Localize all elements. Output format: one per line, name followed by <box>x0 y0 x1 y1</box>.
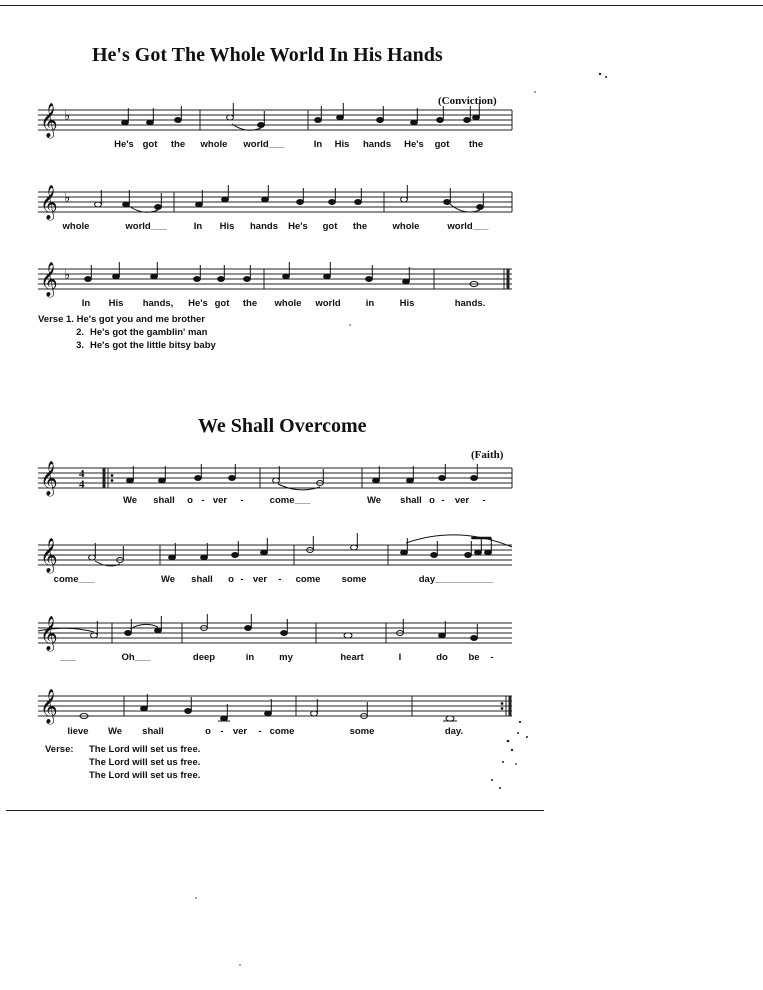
lyric-syllable: In <box>193 221 203 232</box>
lyric-syllable: His <box>219 221 235 232</box>
lyric-syllable: be <box>468 652 480 663</box>
lyric-syllable: o <box>205 726 211 737</box>
lyric-syllable: deep <box>192 652 216 663</box>
song-mood: (Faith) <box>471 449 504 461</box>
lyric-syllable: shall <box>191 574 213 585</box>
lyric-syllable: hands <box>250 221 278 232</box>
lyric-syllable: got <box>142 139 158 150</box>
verse-text: He's got the little bitsy baby <box>90 340 216 351</box>
verse-text: The Lord will set us free. <box>89 744 201 755</box>
lyric-syllable: ver <box>454 495 470 506</box>
verse-number: 2. <box>76 327 84 338</box>
svg-text:𝄞: 𝄞 <box>40 616 58 651</box>
lyric-syllable: do <box>436 652 448 663</box>
svg-text:𝄞: 𝄞 <box>40 538 58 573</box>
lyric-syllable: - <box>240 495 244 506</box>
lyric-syllable: - <box>490 652 494 663</box>
lyric-syllable: some <box>341 574 367 585</box>
lyric-syllable: day___________ <box>418 574 494 585</box>
lyric-syllable: day. <box>444 726 464 737</box>
song-title: He's Got The Whole World In His Hands <box>92 44 443 66</box>
lyric-syllable: We <box>107 726 123 737</box>
lyric-syllable: He's <box>114 139 134 150</box>
lyric-syllable: world___ <box>447 221 489 232</box>
verse-number: 1. <box>66 314 74 325</box>
lyric-syllable: shall <box>142 726 164 737</box>
lyric-syllable: some <box>349 726 375 737</box>
svg-text:𝄞: 𝄞 <box>40 689 58 724</box>
verse-text: He's got you and me brother <box>76 314 206 325</box>
svg-text:4: 4 <box>79 478 85 491</box>
lyric-syllable: world___ <box>125 221 167 232</box>
lyric-syllable: lieve <box>67 726 89 737</box>
lyric-syllable: got <box>322 221 338 232</box>
lyric-syllable: world___ <box>243 139 285 150</box>
lyric-syllable: come___ <box>269 495 311 506</box>
svg-text:♭: ♭ <box>64 108 71 123</box>
lyric-syllable: got <box>214 298 230 309</box>
lyric-syllable: hands, <box>142 298 174 309</box>
svg-text:𝄞: 𝄞 <box>40 262 58 297</box>
svg-text:♭: ♭ <box>64 190 71 205</box>
svg-text:𝄞: 𝄞 <box>40 185 58 220</box>
lyric-syllable: hands. <box>454 298 486 309</box>
svg-text:♭: ♭ <box>64 267 71 282</box>
lyric-syllable: come <box>269 726 295 737</box>
svg-text:𝄞: 𝄞 <box>40 103 58 138</box>
lyric-syllable: Oh___ <box>121 652 151 663</box>
lyric-syllable: He's <box>188 298 208 309</box>
lyric-syllable: heart <box>340 652 364 663</box>
lyric-syllable: o <box>228 574 234 585</box>
lyric-syllable: whole <box>62 221 90 232</box>
verse-text: The Lord will set us free. <box>89 770 201 781</box>
lyric-syllable: the <box>242 298 258 309</box>
lyric-syllable: His <box>399 298 415 309</box>
lyric-syllable: His <box>108 298 124 309</box>
lyric-syllable: shall <box>153 495 175 506</box>
lyric-syllable: ver <box>232 726 248 737</box>
lyric-syllable: ver <box>252 574 268 585</box>
lyric-syllable: - <box>201 495 205 506</box>
lyric-syllable: o <box>429 495 435 506</box>
lyric-syllable: my <box>279 652 293 663</box>
lyric-syllable: whole <box>274 298 302 309</box>
lyric-syllable: whole <box>392 221 420 232</box>
lyric-syllable: - <box>278 574 282 585</box>
lyric-syllable: We <box>160 574 176 585</box>
lyric-syllable: shall <box>400 495 422 506</box>
svg-text:4: 4 <box>79 468 85 480</box>
lyric-syllable: He's <box>404 139 424 150</box>
lyric-syllable: In <box>81 298 91 309</box>
lyric-syllable: - <box>482 495 486 506</box>
lyric-syllable: the <box>468 139 484 150</box>
verse-label: Verse <box>38 314 64 325</box>
lyric-syllable: - <box>240 574 244 585</box>
lyric-syllable: in <box>245 652 255 663</box>
lyric-syllable: got <box>434 139 450 150</box>
lyric-syllable: ___ <box>60 652 76 663</box>
lyric-syllable: In <box>313 139 323 150</box>
lyric-syllable: - <box>220 726 224 737</box>
svg-text:𝄞: 𝄞 <box>40 461 58 496</box>
lyric-syllable: come___ <box>53 574 95 585</box>
lyric-syllable: - <box>258 726 262 737</box>
lyric-syllable: ver <box>212 495 228 506</box>
verse-text: The Lord will set us free. <box>89 757 201 768</box>
lyric-syllable: - <box>441 495 445 506</box>
lyric-syllable: We <box>122 495 138 506</box>
lyric-syllable: hands <box>363 139 391 150</box>
verse-text: He's got the gamblin' man <box>90 327 208 338</box>
lyric-syllable: world <box>315 298 341 309</box>
lyric-syllable: We <box>366 495 382 506</box>
lyric-syllable: the <box>170 139 186 150</box>
song-title: We Shall Overcome <box>198 415 367 437</box>
lyric-syllable: I <box>398 652 402 663</box>
verse-number: 3. <box>76 340 84 351</box>
lyric-syllable: He's <box>288 221 308 232</box>
song-mood: (Conviction) <box>438 95 497 107</box>
lyric-syllable: the <box>352 221 368 232</box>
lyric-syllable: whole <box>200 139 228 150</box>
lyric-syllable: in <box>365 298 375 309</box>
lyric-syllable: o <box>187 495 193 506</box>
lyric-syllable: come <box>295 574 321 585</box>
verse-label: Verse: <box>45 744 74 755</box>
lyric-syllable: His <box>334 139 350 150</box>
